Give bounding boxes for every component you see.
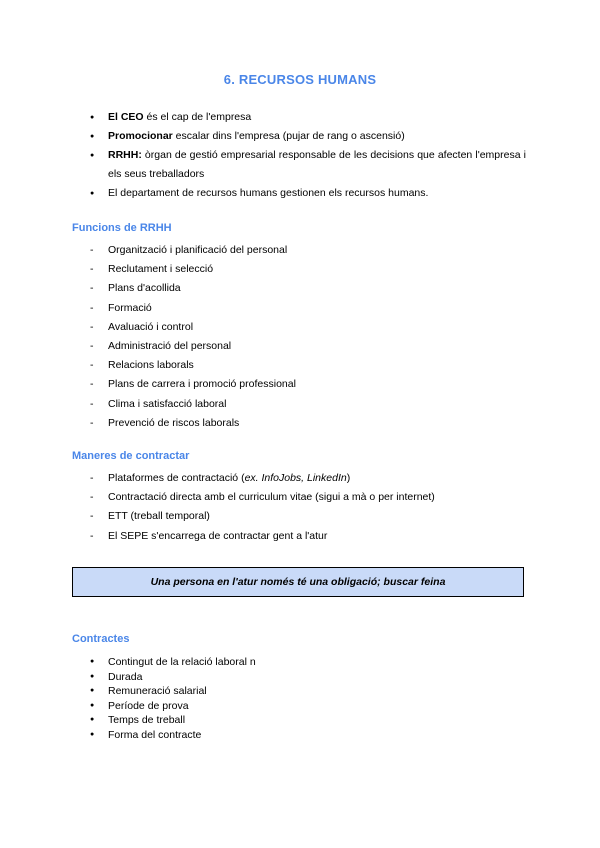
list-item: - Administració del personal — [90, 337, 296, 356]
list-item: - Contractació directa amb el curriculum vitae (sigui a mà o per internet) — [90, 488, 435, 507]
list-item: ● Remuneració salarial — [90, 684, 526, 699]
list-item: - Relacions laborals — [90, 356, 296, 375]
section-heading-funcions: Funcions de RRHH — [72, 222, 172, 234]
list-item: ● Forma del contracte — [90, 728, 526, 743]
list-item: ● El CEO és el cap de l'empresa — [90, 108, 526, 127]
list-item: ● Contingut de la relació laboral n — [90, 655, 526, 670]
list-item: ● Durada — [90, 670, 526, 685]
list-item: - Formació — [90, 299, 296, 318]
list-item: - Plans de carrera i promoció professional — [90, 375, 296, 394]
list-item: - Plans d'acollida — [90, 279, 296, 298]
list-item: ● Promocionar escalar dins l'empresa (pujar de rang o ascensió) — [90, 127, 526, 146]
list-item: ● RRHH: òrgan de gestió empresarial responsable de les decisions que afecten l'empresa i els seus treballadors — [90, 146, 526, 184]
section-heading-contractes: Contractes — [72, 633, 130, 645]
list-item: ● Període de prova — [90, 699, 526, 714]
list-item: - Reclutament i selecció — [90, 260, 296, 279]
list-item: - Avaluació i control — [90, 318, 296, 337]
list-item: - Prevenció de riscos laborals — [90, 414, 296, 433]
list-item: - Plataformes de contractació (ex. InfoJobs, LinkedIn) — [90, 469, 435, 488]
maneres-list — [90, 469, 435, 546]
contractes-list — [90, 655, 526, 742]
list-item: - El SEPE s'encarrega de contractar gent a l'atur — [90, 527, 435, 546]
list-item: - Clima i satisfacció laboral — [90, 395, 296, 414]
section-heading-maneres: Maneres de contractar — [72, 450, 190, 462]
funcions-list — [90, 241, 296, 433]
list-item: - ETT (treball temporal) — [90, 507, 435, 526]
list-item: ● El departament de recursos humans gestionen els recursos humans. — [90, 184, 526, 203]
list-item: ● Temps de treball — [90, 713, 526, 728]
intro-list — [90, 108, 526, 203]
list-item: - Organització i planificació del personal — [90, 241, 296, 260]
page-title: 6. RECURSOS HUMANS — [223, 72, 377, 87]
callout-box: Una persona en l'atur només té una obligació; buscar feina — [72, 567, 524, 597]
